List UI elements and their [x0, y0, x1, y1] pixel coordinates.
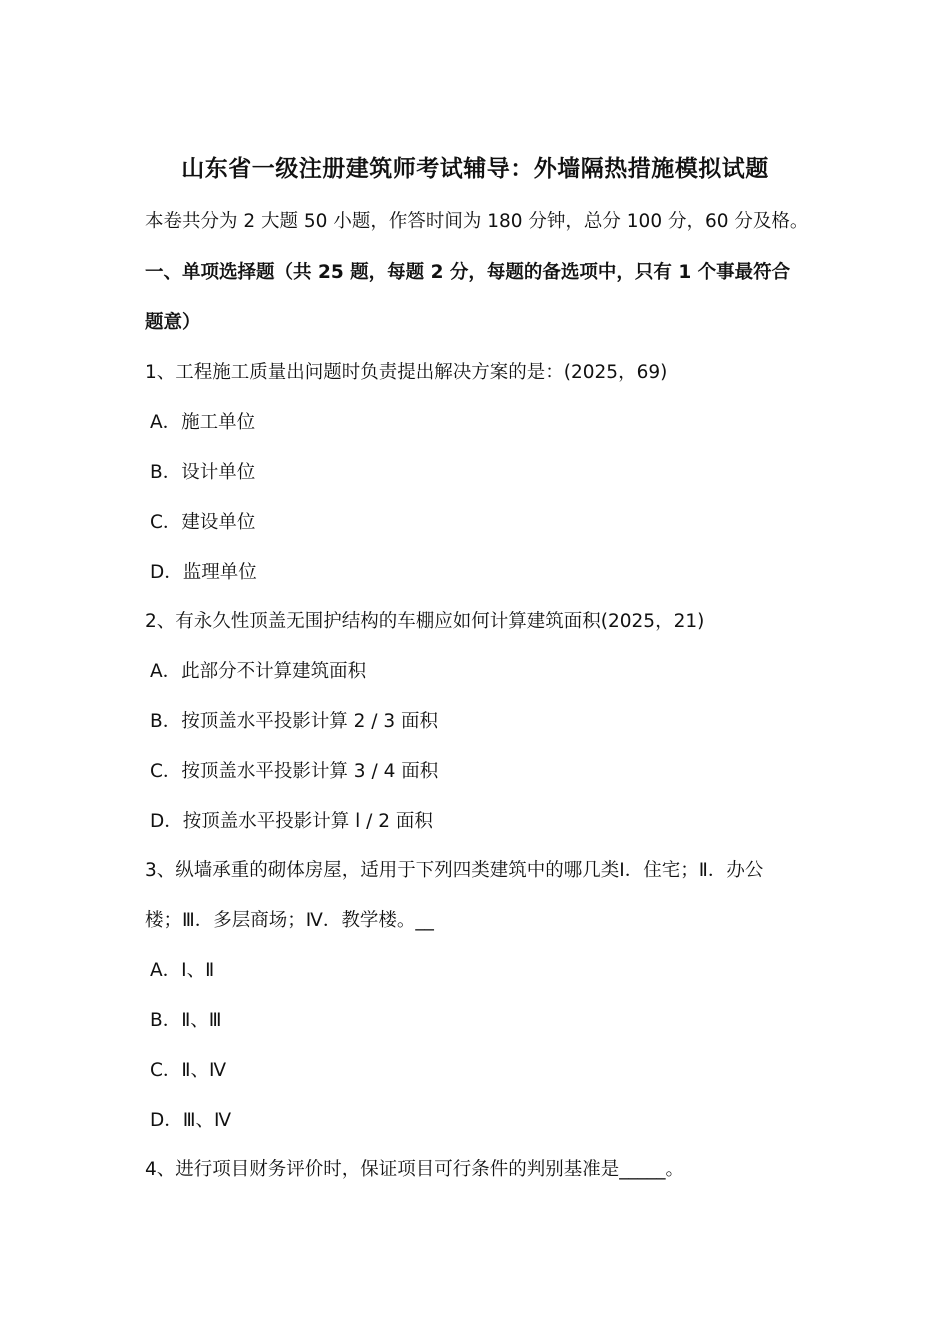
section-heading-line2: 题意）	[145, 312, 201, 333]
question-3-stem-line1: 3、纵墙承重的砌体房屋，适用于下列四类建筑中的哪几类Ⅰ．住宅；Ⅱ．办公	[145, 860, 764, 881]
question-3-stem-line2: 楼；Ⅲ．多层商场；Ⅳ．教学楼。__	[145, 910, 434, 931]
question-3-option-b: B．Ⅱ、Ⅲ	[150, 1010, 222, 1031]
question-2-option-a: A．此部分不计算建筑面积	[150, 661, 367, 682]
exam-intro: 本卷共分为 2 大题 50 小题，作答时间为 180 分钟，总分 100 分，60 分及格。	[145, 211, 809, 232]
question-1-option-d: D．监理单位	[150, 562, 257, 583]
question-2-option-c: C．按顶盖水平投影计算 3 / 4 面积	[150, 761, 439, 782]
section-heading-line1: 一、单项选择题（共 25 题，每题 2 分，每题的备选项中，只有 1 个事最符合	[145, 262, 791, 283]
question-1-option-b: B．设计单位	[150, 462, 256, 483]
page-title: 山东省一级注册建筑师考试辅导：外墙隔热措施模拟试题	[181, 156, 769, 182]
question-2-stem: 2、有永久性顶盖无围护结构的车棚应如何计算建筑面积(2025，21)	[145, 611, 705, 632]
question-3-option-c: C．Ⅱ、Ⅳ	[150, 1060, 227, 1081]
question-2-option-d: D．按顶盖水平投影计算 l / 2 面积	[150, 811, 433, 832]
question-3-option-d: D．Ⅲ、Ⅳ	[150, 1110, 232, 1131]
question-4-stem: 4、进行项目财务评价时，保证项目可行条件的判别基准是_____。	[145, 1159, 685, 1180]
question-2-option-b: B．按顶盖水平投影计算 2 / 3 面积	[150, 711, 438, 732]
question-3-option-a: A．Ⅰ、Ⅱ	[150, 960, 215, 981]
question-1-option-c: C．建设单位	[150, 512, 256, 533]
question-1-stem: 1、工程施工质量出问题时负责提出解决方案的是：(2025，69)	[145, 362, 668, 383]
question-1-option-a: A．施工单位	[150, 412, 256, 433]
